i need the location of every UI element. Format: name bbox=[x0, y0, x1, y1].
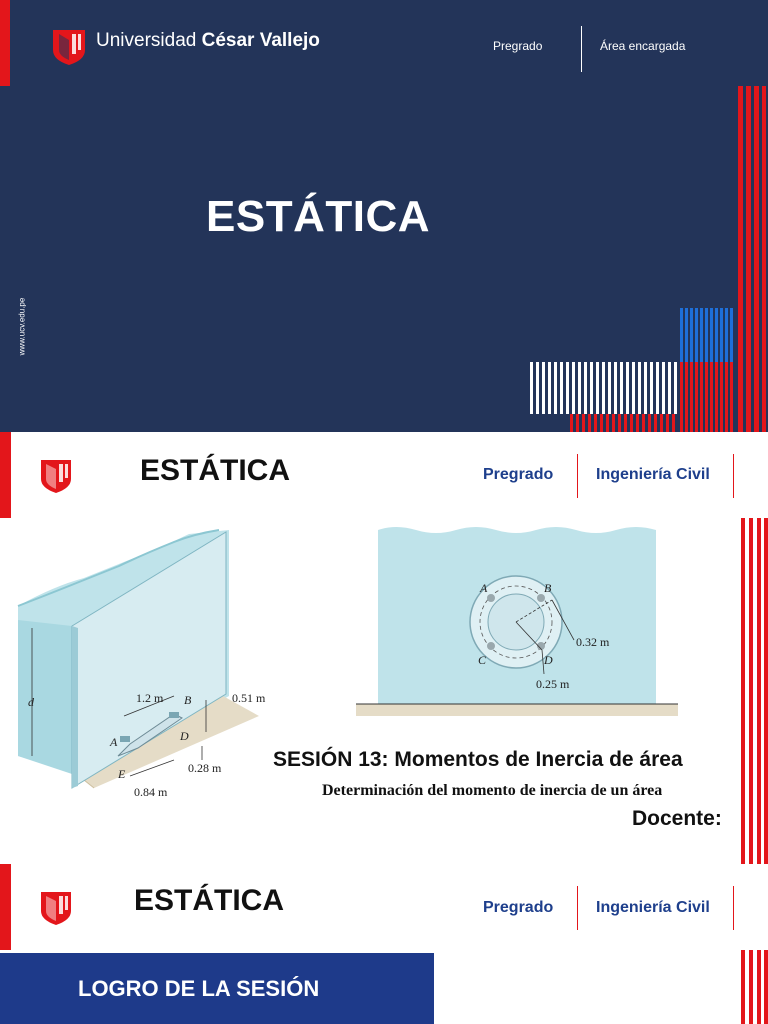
slide-title: ESTÁTICA bbox=[134, 884, 284, 917]
label-d: d bbox=[28, 695, 34, 709]
label-d-point: D bbox=[180, 729, 189, 743]
brand-regular: Universidad bbox=[96, 30, 202, 51]
teacher-label: Docente: bbox=[632, 807, 722, 830]
goal-heading: LOGRO DE LA SESIÓN bbox=[78, 976, 320, 1001]
label-a: A bbox=[480, 581, 488, 595]
cover-title: ESTÁTICA bbox=[206, 192, 430, 241]
decorative-stripes bbox=[738, 950, 768, 1024]
session-title: SESIÓN 13: Momentos de Inercia de área bbox=[273, 748, 683, 771]
nav-separator bbox=[733, 454, 734, 498]
nav-separator bbox=[733, 886, 734, 930]
nav-pregrado[interactable]: Pregrado bbox=[483, 466, 554, 483]
decorative-stripes bbox=[738, 518, 768, 864]
ucv-logo-icon bbox=[40, 458, 72, 494]
nav-ingenieria-civil[interactable]: Ingeniería Civil bbox=[596, 899, 710, 916]
ucv-logo-icon bbox=[52, 28, 86, 66]
nav-separator bbox=[581, 26, 582, 72]
university-name bbox=[96, 30, 320, 52]
nav-pregrado[interactable]: Pregrado bbox=[493, 39, 543, 53]
goal-slide bbox=[0, 864, 768, 1024]
session-slide bbox=[0, 432, 768, 864]
ucv-logo-icon bbox=[40, 890, 72, 926]
nav-separator bbox=[577, 886, 578, 930]
nav-ingenieria-civil[interactable]: Ingeniería Civil bbox=[596, 466, 710, 483]
label-c: C bbox=[478, 653, 487, 667]
nav-area-encargada[interactable]: Área encargada bbox=[600, 39, 686, 53]
label-0-32m: 0.32 m bbox=[576, 635, 610, 649]
label-d: D bbox=[544, 653, 553, 667]
figure-wall-gate bbox=[14, 526, 266, 799]
label-a: A bbox=[110, 735, 118, 749]
left-red-accent bbox=[0, 864, 11, 950]
label-e: E bbox=[118, 767, 126, 781]
slide-title: ESTÁTICA bbox=[140, 454, 290, 487]
side-url: www.ucv.edu.pe bbox=[17, 297, 27, 356]
figure-circular-plate bbox=[356, 522, 678, 718]
cover-slide bbox=[0, 0, 768, 432]
label-b: B bbox=[544, 581, 552, 595]
cover-red-accent bbox=[0, 0, 10, 86]
brand-bold: César Vallejo bbox=[201, 30, 320, 51]
decorative-stripes bbox=[528, 86, 768, 432]
label-0-84m: 0.84 m bbox=[134, 785, 168, 799]
label-b: B bbox=[184, 693, 192, 707]
left-red-accent bbox=[0, 432, 11, 518]
nav-separator bbox=[577, 454, 578, 498]
session-subtitle: Determinación del momento de inercia de un área bbox=[322, 782, 663, 799]
label-0-25m: 0.25 m bbox=[536, 677, 570, 691]
label-0-51m: 0.51 m bbox=[232, 691, 266, 705]
label-1-2m: 1.2 m bbox=[136, 691, 164, 705]
nav-pregrado[interactable]: Pregrado bbox=[483, 899, 554, 916]
label-0-28m: 0.28 m bbox=[188, 761, 222, 775]
